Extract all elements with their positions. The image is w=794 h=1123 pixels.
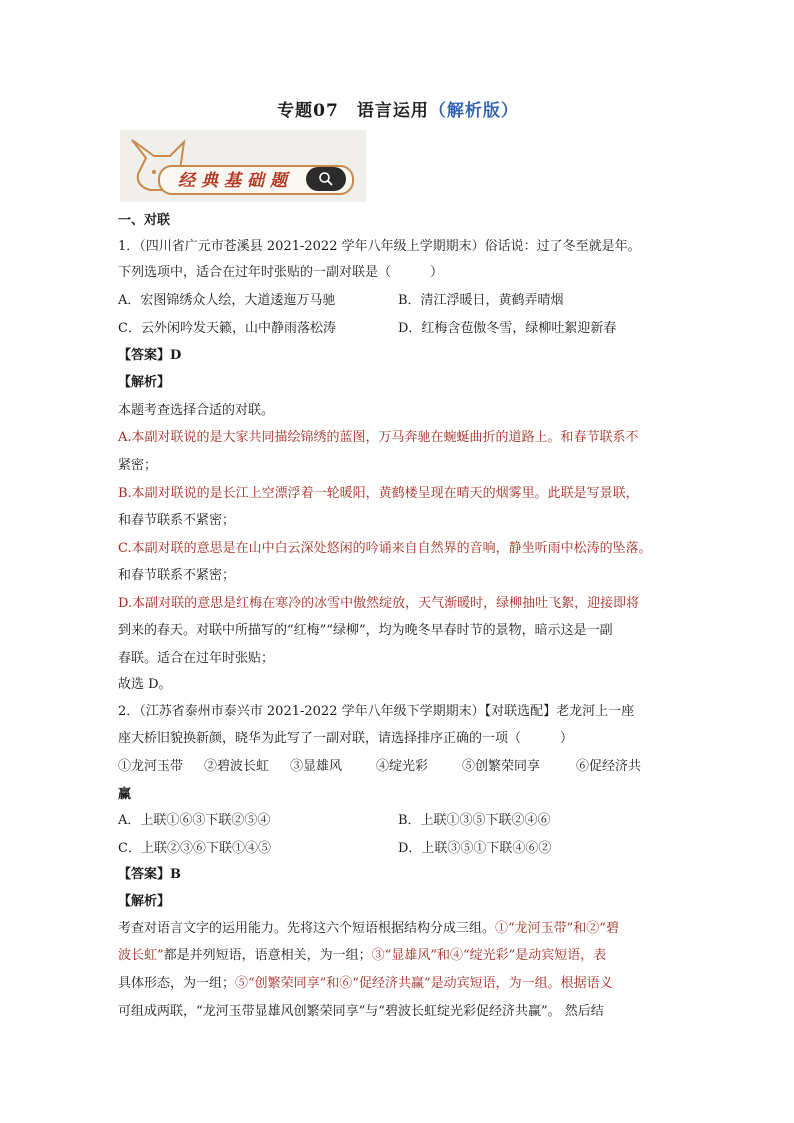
q2-phrase: ④绽光彩 xyxy=(376,759,429,774)
q2-stem-1: 2．（江苏省泰州市泰兴市 2021-2022 学年八年级下学期期末）【对联选配】老龙河上一座 xyxy=(118,704,635,719)
q2-analysis-label: 【解析】 xyxy=(118,894,171,909)
q2-analysis-line: 波长虹”都是并列短语，语意相关，为一组；③“显雄风”和④“绽光彩”是动宾短语，表 xyxy=(118,948,607,963)
q2-stem-2: 座大桥旧貌换新颜，晓华为此写了一副对联，请选择排序正确的一项（ ） xyxy=(118,731,574,746)
q2-option-d: D．上联③⑤①下联④⑥② xyxy=(398,841,552,856)
q1-analysis-line: 春联。适合在过年时张贴； xyxy=(118,651,275,666)
q2-phrase: ③显雄风 xyxy=(290,759,343,774)
q1-analysis-line: 故选 D。 xyxy=(118,677,172,692)
q1-option-a: A．宏图锦绣众人绘，大道逶迤万马驰 xyxy=(118,293,336,308)
q1-analysis-line: B.本副对联说的是长江上空漂浮着一轮暖阳，黄鹤楼呈现在晴天的烟雾里。此联是写景联， xyxy=(118,486,639,501)
q2-option-a: A．上联①⑥③下联②⑤④ xyxy=(118,813,271,828)
q2-phrase-tail: 赢 xyxy=(118,787,132,802)
q1-analysis-line: 紧密； xyxy=(118,458,158,473)
q1-analysis-line: D.本副对联的意思是红梅在寒冷的冰雪中傲然绽放，天气渐暖时，绿柳抽吐飞絮，迎接即将 xyxy=(118,596,640,611)
search-button xyxy=(306,167,346,191)
section-heading: 一、对联 xyxy=(118,213,171,228)
q1-analysis-line: A.本副对联说的是大家共同描绘锦绣的蓝图，万马奔驰在蜿蜒曲折的道路上。和春节联系不 xyxy=(118,430,639,445)
search-icon xyxy=(318,171,334,187)
q2-phrase: ⑤创繁荣同享 xyxy=(462,759,541,774)
q1-analysis-line: 到来的春天。对联中所描写的“红梅”“绿柳”，均为晚冬早春时节的景物，暗示这是一副 xyxy=(118,623,613,638)
q2-phrase: ①龙河玉带 xyxy=(118,759,184,774)
q1-option-c: C．云外闲吟发天籁，山中静雨落松涛 xyxy=(118,321,336,336)
title-main: 专题07 语言运用 xyxy=(277,101,429,121)
q1-stem-2: 下列选项中，适合在过年时张贴的一副对联是（ ） xyxy=(118,265,444,280)
q2-phrase: ②碧波长虹 xyxy=(204,759,270,774)
section-banner xyxy=(120,130,366,202)
q1-stem-1: 1．（四川省广元市苍溪县 2021-2022 学年八年级上学期期末）俗话说：过了冬至就是年。 xyxy=(118,239,641,254)
page-title xyxy=(118,96,678,121)
q1-analysis-line: 和春节联系不紧密； xyxy=(118,513,236,528)
q2-option-c: C．上联②③⑥下联①④⑤ xyxy=(118,841,271,856)
q1-analysis-label: 【解析】 xyxy=(118,375,171,390)
banner-text: 经典基础题 xyxy=(178,171,293,191)
q1-option-d: D．红梅含苞傲冬雪，绿柳吐絮迎新春 xyxy=(398,321,617,336)
title-sub: （解析版） xyxy=(428,101,519,121)
q1-option-b: B．清江浮暖日，黄鹤弄晴烟 xyxy=(398,293,564,308)
q1-analysis-line: 和春节联系不紧密； xyxy=(118,568,236,583)
q2-analysis-line: 考查对语言文字的运用能力。先将这六个短语根据结构分成三组。①“龙河玉带”和②“碧 xyxy=(118,921,619,936)
q2-analysis-line: 可组成两联，“龙河玉带显雄风创繁荣同享”与“碧波长虹绽光彩促经济共赢”。 然后结 xyxy=(118,1004,604,1019)
q2-analysis-line: 具体形态，为一组；⑤“创繁荣同享”和⑥“促经济共赢”是动宾短语，为一组。根据语义 xyxy=(118,976,613,991)
q2-answer: 【答案】B xyxy=(118,867,181,882)
q1-analysis-line: 本题考查选择合适的对联。 xyxy=(118,403,275,418)
q2-option-b: B．上联①③⑤下联②④⑥ xyxy=(398,813,551,828)
q2-phrase: ⑥促经济共 xyxy=(576,759,642,774)
q1-analysis-line: C.本副对联的意思是在山中白云深处悠闲的吟诵来自自然界的音响，静坐听雨中松涛的坠落。 xyxy=(118,541,652,556)
q1-answer: 【答案】D xyxy=(118,348,182,363)
